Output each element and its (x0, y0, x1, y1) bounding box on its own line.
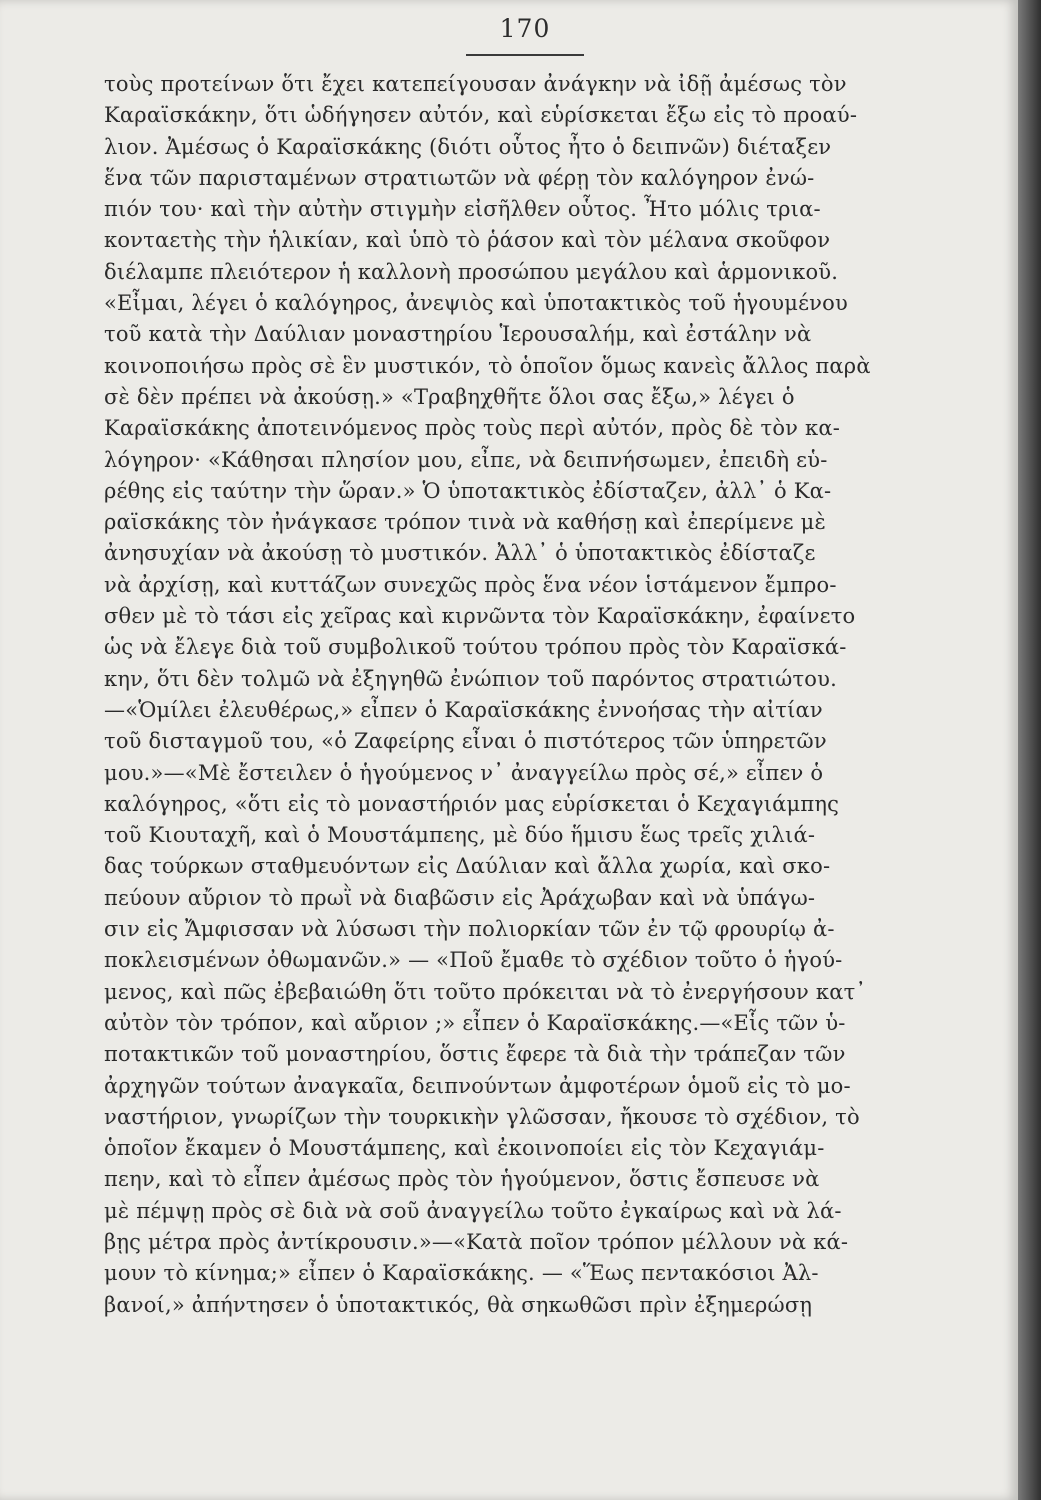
text-line: ὁποῖον ἔκαμεν ὁ Μουστάμπεης, καὶ ἐκοινοποίει εἰς τὸν Κεχαγιάμ- (104, 1136, 825, 1161)
text-line: —«Ὁμίλει ἐλευθέρως,» εἶπεν ὁ Καραϊσκάκης ἐννοήσας τὴν αἰτίαν (104, 697, 823, 722)
page-edge-shadow (1018, 0, 1041, 1500)
text-line: μὲ πέμψῃ πρὸς σὲ διὰ νὰ σοῦ ἀναγγείλω τοῦτο ἐγκαίρως καὶ νὰ λά- (104, 1198, 842, 1223)
text-line: κονταετὴς τὴν ἡλικίαν, καὶ ὑπὸ τὸ ῥάσον καὶ τὸν μέλανα σκοῦφον (104, 228, 831, 253)
text-line: διέλαμπε πλειότερον ἡ καλλονὴ προσώπου μεγάλου καὶ ἁρμονικοῦ. (104, 259, 839, 284)
text-line: κοινοποιήσω πρὸς σὲ ἓν μυστικόν, τὸ ὁποῖον ὅμως κανεὶς ἄλλος παρὰ (104, 353, 871, 378)
text-line: βανοί,» ἀπήντησεν ὁ ὑποτακτικός, θὰ σηκωθῶσι πρὶν ἐξημερώσῃ (104, 1292, 813, 1317)
text-line: πεύουν αὔριον τὸ πρωῒ νὰ διαβῶσιν εἰς Ἀράχωβαν καὶ νὰ ὑπάγω- (104, 885, 816, 910)
text-line: μενος, καὶ πῶς ἐβεβαιώθη ὅτι τοῦτο πρόκειται νὰ τὸ ἐνεργήσουν κατ᾽ (104, 979, 867, 1004)
text-line: κην, ὅτι δὲν τολμῶ νὰ ἐξηγηθῶ ἐνώπιον τοῦ παρόντος στρατιώτου. (104, 666, 837, 691)
header-rule (466, 54, 584, 56)
text-line: Καραϊσκάκης ἀποτεινόμενος πρὸς τοὺς περὶ αὐτόν, πρὸς δὲ τὸν κα- (104, 416, 841, 441)
text-line: τοῦ Κιουταχῆ, καὶ ὁ Μουστάμπεης, μὲ δύο ἥμισυ ἕως τρεῖς χιλιά- (104, 823, 816, 848)
page-number: 170 (499, 14, 551, 43)
text-line: Καραϊσκάκην, ὅτι ὡδήγησεν αὐτόν, καὶ εὑρίσκεται ἔξω εἰς τὸ προαύ- (104, 103, 858, 128)
text-line: ναστήριον, γνωρίζων τὴν τουρκικὴν γλῶσσαν, ἤκουσε τὸ σχέδιον, τὸ (104, 1104, 860, 1129)
text-line: σθεν μὲ τὸ τάσι εἰς χεῖρας καὶ κιρνῶντα τὸν Καραϊσκάκην, ἐφαίνετο (104, 604, 856, 629)
text-line: αὐτὸν τὸν τρόπον, καὶ αὔριον ;» εἶπεν ὁ Καραϊσκάκης.—«Εἷς τῶν ὑ- (104, 1010, 846, 1035)
text-line: ἀρχηγῶν τούτων ἀναγκαῖα, δειπνούντων ἀμφοτέρων ὁμοῦ εἰς τὸ μο- (104, 1073, 851, 1098)
text-line: ποτακτικῶν τοῦ μοναστηρίου, ὅστις ἔφερε τὰ διὰ τὴν τράπεζαν τῶν (104, 1042, 846, 1067)
text-line: τοῦ δισταγμοῦ του, «ὁ Ζαφείρης εἶναι ὁ πιστότερος τῶν ὑπηρετῶν (104, 729, 827, 754)
text-line: ὡς νὰ ἔλεγε διὰ τοῦ συμβολικοῦ τούτου τρόπου πρὸς τὸν Καραϊσκά- (104, 635, 847, 660)
text-line: σιν εἰς Ἄμφισσαν νὰ λύσωσι τὴν πολιορκίαν τῶν ἐν τῷ φρουρίῳ ἀ- (104, 917, 835, 942)
text-line: ποκλεισμένων ὀθωμανῶν.» — «Ποῦ ἔμαθε τὸ σχέδιον τοῦτο ὁ ἡγού- (104, 948, 843, 973)
text-line: δας τούρκων σταθμευόντων εἰς Δαύλιαν καὶ ἄλλα χωρία, καὶ σκο- (104, 854, 831, 879)
text-line: «Εἶμαι, λέγει ὁ καλόγηρος, ἀνεψιὸς καὶ ὑποτακτικὸς τοῦ ἡγουμένου (104, 291, 848, 316)
text-line: ραϊσκάκης τὸν ἠνάγκασε τρόπον τινὰ νὰ καθήσῃ καὶ ἐπερίμενε μὲ (104, 510, 826, 535)
text-line: πεην, καὶ τὸ εἶπεν ἀμέσως πρὸς τὸν ἡγούμενον, ὅστις ἔσπευσε νὰ (104, 1167, 820, 1192)
text-line: μουν τὸ κίνημα;» εἶπεν ὁ Καραϊσκάκης. — «Ἕως πεντακόσιοι Ἀλ- (104, 1261, 819, 1286)
text-line: βῃς μέτρα πρὸς ἀντίκρουσιν.»—«Κατὰ ποῖον τρόπον μέλλουν νὰ κά- (104, 1229, 849, 1254)
text-line: πιόν του· καὶ τὴν αὐτὴν στιγμὴν εἰσῆλθεν οὗτος. Ἦτο μόλις τρια- (104, 197, 821, 222)
text-line: τοῦ κατὰ τὴν Δαύλιαν μοναστηρίου Ἱερουσαλήμ, καὶ ἐστάλην νὰ (104, 322, 812, 347)
text-line: τοὺς προτείνων ὅτι ἔχει κατεπείγουσαν ἀνάγκην νὰ ἰδῇ ἀμέσως τὸν (104, 72, 847, 96)
body-text (104, 69, 964, 1321)
text-line: ἀνησυχίαν νὰ ἀκούσῃ τὸ μυστικόν. Ἀλλ᾽ ὁ ὑποτακτικὸς ἐδίσταζε (104, 541, 816, 566)
text-line: καλόγηρος, «ὅτι εἰς τὸ μοναστήριόν μας εὑρίσκεται ὁ Κεχαγιάμπης (104, 791, 840, 816)
text-line: ρέθης εἰς ταύτην τὴν ὥραν.» Ὁ ὑποτακτικὸς ἐδίσταζεν, ἀλλ᾽ ὁ Κα- (104, 478, 832, 503)
text-line: σὲ δὲν πρέπει νὰ ἀκούσῃ.» «Τραβηχθῆτε ὅλοι σας ἔξω,» λέγει ὁ (104, 384, 795, 409)
text-line: ἕνα τῶν παρισταμένων στρατιωτῶν νὰ φέρῃ τὸν καλόγηρον ἐνώ- (104, 165, 815, 190)
text-line: λιον. Ἀμέσως ὁ Καραϊσκάκης (διότι οὗτος ἦτο ὁ δειπνῶν) διέταξεν (104, 134, 832, 159)
text-line: μου.»—«Μὲ ἔστειλεν ὁ ἡγούμενος ν᾽ ἀναγγείλω πρὸς σέ,» εἶπεν ὁ (104, 760, 824, 785)
text-line: λόγηρον· «Κάθησαι πλησίον μου, εἶπε, νὰ δειπνήσωμεν, ἐπειδὴ εὑ- (104, 447, 828, 472)
text-line: νὰ ἀρχίσῃ, καὶ κυττάζων συνεχῶς πρὸς ἕνα νέον ἱστάμενον ἔμπρο- (104, 572, 837, 597)
